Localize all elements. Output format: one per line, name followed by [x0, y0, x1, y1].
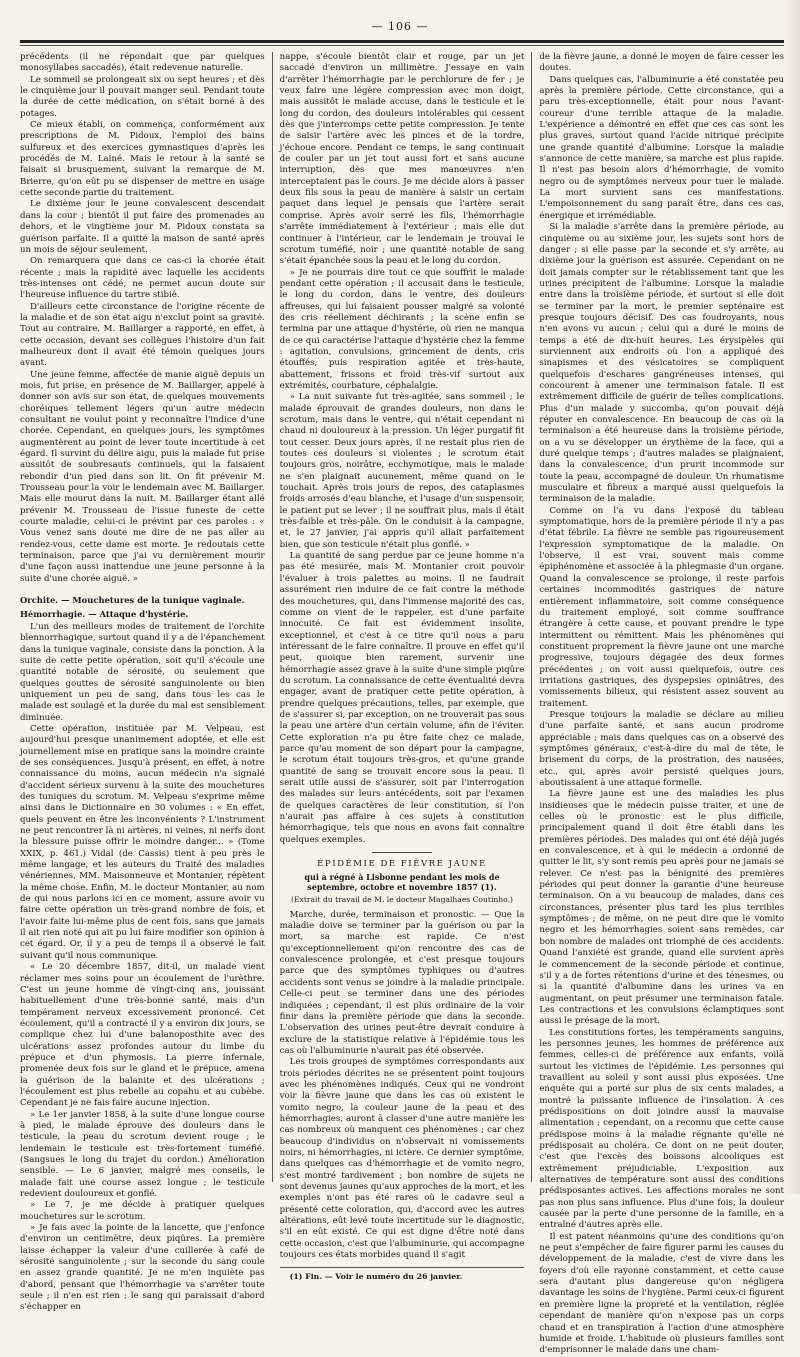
paragraph: » Le 1er janvier 1858, à la suite d'une longue course à pied, le malade éprouve des douleurs dans le testicule, la peau du scrotum devient rouge ; le lendemain le testicule est très-fortement tuméfié. (Sangsues le long du trajet du cordon.) Amélioration sensible. — Le 6 janvier, malgré mes conseils, le malade fait une course assez longue ; le testicule redevient douloureux et gonflé. — [20, 1109, 265, 1200]
paragraph: Dans quelques cas, l'albuminurie a été constatée peu après la première période. Cette circonstance, qui a paru très-exceptionnelle, était pour nous l'avant-coureur d'une terrible attaque de la maladie. L'expérience a démontré en effet que ces cas sont les plus graves, surtout quand l'acide nitrique précipite une grande quantité d'albumine. Lorsque la maladie s'annonce de cette manière, sa marche est plus rapide. Il n'est pas besoin alors d'hémorrhagie, de vomito negro ou de symptômes nerveux pour tuer le malade. La mort survient sans ces manifestations. L'empoisonnement du sang paraît être, dans ces cas, énergique et irrémédiable. — [539, 74, 785, 221]
page-number: — 106 — — [371, 20, 429, 33]
section-heading: Hémorrhagie. — Attaque d'hystérie. — [20, 608, 189, 619]
epidemic-title: ÉPIDÉMIE DE FIÈVRE JAUNE — [317, 859, 487, 870]
column-divider — [272, 52, 273, 1182]
paragraph: Marche, durée, terminaison et pronostic. — Que la maladie doive se terminer par la guérison ou par la mort, sa marche est rapide. Ce n'est qu'exceptionnellement qu'on rencontre des cas de convalescence prolongée, et c'est presque toujours parce que des symptômes typhiques ou d'autres accidents sont venus se joindre à la maladie principale. Celle-ci peut se terminer dans une des périodes indiquées ; cependant, il est plus ordinaire de la voir finir dans la première période que dans la seconde. L'observation des urines peut-être devrait conduire à exclure de la statistique relative à l'épidémie tous les cas où l'albuminurie n'aurait pas été observée. — [279, 909, 525, 1056]
paragraph: » Je ne pourrais dire tout ce que souffrit le malade pendant cette opération ; il accusait dans le testicule, le long du cordon, dans le ventre, des douleurs affreuses, qui lui faisaient pousser malgré sa volonté des cris réellement déchirants ; la scène enfin se termina par une attaque d'hystérie, où rien ne manqua de ce qui caractérise l'attaque d'hystérie chez la femme : agitation, convulsions, grincement de dents, cris étouffés, puis respiration agitée et très-haute, abattement, frissons et froid très-vif surtout aux extrémités, courbature, céphalalgie. — [279, 267, 525, 391]
paragraph: de la fièvre jaune, a donné le moyen de faire cesser les doutes. — [539, 52, 785, 74]
paragraph: Cette opération, instituée par M. Velpeau, est aujourd'hui presque unanimement adoptée, et elle est journellement mise en pratique sans la moindre crainte de ses conséquences. Jusqu'à présent, en effet, à notre connaissance du moins, aucun médecin n'a signalé d'accident sérieux survenu à la suite des mouchetures des tuniques du scrotum. M. Velpeau s'exprime même ainsi dans le Dictionnaire en 30 volumes : « En effet, quels peuvent en être les inconvénients ? L'instrument ne peut rencontrer là ni artères, ni veines, ni nerfs dont la blessure puisse offrir le moindre danger... » (Tome XXIX, p. 461.) Vidal (de Cassis) tient à peu près le même langage, et les auteurs du Traité des maladies vénériennes, MM. Maisonneuve et Montanier, répètent la même chose. Enfin, M. le docteur Montanier, au nom de qui nous parlons ici en ce moment, assure avoir vu faire cette opération un très-grand nombre de fois, et l'avoir faite lui-même plus de cent fois, sans que jamais il ait rien noté qui ait pu lui faire modifier son opinion à cet égard. Or, il y a peu de temps il a observé le fait suivant qu'il nous communique. — [20, 723, 265, 961]
paragraph: Une jeune femme, affectée de manie aiguë depuis un mois, fut prise, en présence de M. Baillarger, appelé à donner son avis sur son état, de quelques mouvements choréiques tellement légers qu'un autre médecin consultant ne voulut point y reconnaître l'indice d'une chorée. Cependant, en quelques jours, les symptômes augmentèrent au point de lever toute incertitude à cet égard. Il survint du délire aigu, puis la malade fut prise aussitôt de soubresauts continuels, qui la faisaient rebondir d'un pied dans son lit. On fit prévenir M. Trousseau pour la voir le lendemain avec M. Baillarger. Mais elle mourut dans la nuit. M. Baillarger étant allé prévenir M. Trousseau de l'issue funeste de cette courte maladie, celui-ci le prévint par ces paroles : « Vous venez sans doute me dire de ne pas aller au rendez-vous, cette dame est morte. Je redoutais cette terminaison, parce que j'ai vu dernièrement mourir d'une façon aussi inattendue une jeune personne à la suite d'une chorée aiguë. » — [20, 369, 265, 584]
paragraph: Il est patent néanmoins qu'une des conditions qu'on ne peut s'empêcher de faire figurer parmi les causes du développement de la maladie, c'est de vivre dans les foyers d'où elle rayonne constamment, et cette cause sera d'autant plus dangereuse qu'on négligera davantage les soins de l'hygiène. Parmi ceux-ci figurent en première ligne la propreté et la ventilation, réglée cependant de manière qu'on n'expose pas un corps chaud et en transpiration à l'action d'une atmosphère humide et froide. L'habitude où plusieurs familles sont d'emprisonner le malade dans une cham- — [539, 1231, 785, 1356]
epidemic-extract-note: (Extrait du travail de M. le docteur Magalhaes Coutinho.) — [291, 895, 513, 905]
paragraph: nappe, s'écoule bientôt clair et rouge, par un jet saccadé d'environ un millimètre. J'essaye en vain d'arrêter l'hémorrhagie par le perchlorure de fer ; je veux faire une légère compression avec mon doigt, mais aussitôt le malade accuse, dans le testicule et le long du cordon, des douleurs intolérables qui cessent dès que j'interromps cette petite compression. Je tente de saisir l'artère avec les pinces et de la tordre, j'échoue encore. Pendant ce temps, le sang continuait de couler par un jet tout aussi fort et sans aucune interruption, dès que mes manœuvres n'en interceptaient pas le cours. Je me décide alors à passer deux fils sous la peau de manière à saisir un certain paquet dans lequel je pensais que l'artère serait comprise. Après avoir serré les fils, l'hémorrhagie s'arrête immédiatement à l'extérieur ; mais elle dut continuer à l'intérieur, car le lendemain je trouvai le scrotum tuméfié, noir ; une quantité notable de sang s'était épanchée sous la peau et le long du cordon. — [279, 52, 525, 267]
page-edge-shadow — [784, 0, 800, 1194]
paragraph: Si la maladie s'arrête dans la première période, au cinquième ou au sixième jour, les sujets sont hors de danger ; si elle passe par la seconde et s'y arrête, au dixième jour la guérison est assurée. Cependant on ne doit jamais compter sur le rétablissement tant que les urines précipitent de l'albumine. Lorsque la maladie entre dans la troisième période, et surtout si elle doit se terminer par la mort, le premier septénaire est presque toujours décisif. Des cas foudroyants, nous n'en avons vu aucun ; celui qui a duré le moins de temps a été de dix-huit heures. Les érysipèles qui surviennent aux endroits où l'on a appliqué des sinapismes et des vésicatoires se compliquent quelquefois d'eschares gangréneuses intenses, qui concourent à amener une terminaison fatale. Il est extrêmement difficile de guérir de telles complications. Plus d'un malade y succomba, qu'on pouvait déjà réputer en convalescence. En beaucoup de cas où la terminaison a été heureuse dans la troisième période, on a vu se développer un érythème de la face, qui a duré quelque temps ; d'autres malades se plaignaient, dans la convalescence, d'un prurit incommode sur toute la peau, accompagné de douleur. Un rhumatisme musculaire et fibreux a marqué aussi quelquefois la terminaison de la maladie. — [539, 222, 785, 505]
column-right — [539, 52, 785, 1356]
paragraph: » Je fais avec la pointe de la lancette, que j'enfonce d'environ un centimètre, deux piqûres. La première laisse échapper la valeur d'une cuillerée à café de sérosité sanguinolente ; sur la seconde du sang coule en assez grande quantité. Je ne m'en inquiète pas d'abord, pensant que l'hémorrhagie va s'arrêter toute seule ; il n'en est rien ; le sang qui paraissait d'abord s'échapper en — [20, 1223, 265, 1313]
paragraph: Comme on l'a vu dans l'exposé du tableau symptomatique, hors de la première période il n'y a pas d'état fébrile. La fièvre ne semble pas rigoureusement l'expression symptomatique de la maladie. On l'observe, il est vrai, souvent mais comme épiphénomène et associée à la phlegmasie d'un organe. Quand la convalescence se prolonge, il reste parfois certaines incommodités gastriques de nature entièrement inflammatoire, soit comme conséquence du traitement employé, soit comme souffrance étrangère à cette cause, et pouvant prendre le type intermittent ou rémittent. Mais les phénomènes qui constituent proprement la fièvre jaune ont une marche progressive, toujours dégagée des deux formes précédentes ; on voit aussi quelquefois, outre ces irritations gastriques, des dyspepsies opiniâtres, des vomissements bilieux, qui résistent assez souvent au traitement. — [539, 505, 785, 709]
paragraph: » Le 7, je me décide à pratiquer quelques mouchetures sur le scrotum. — [20, 1200, 265, 1222]
footnote-rule — [280, 1267, 525, 1268]
paragraph: Le sommeil se prolongeait six ou sept heures ; et dès le cinquième jour il pouvait manger seul. Pendant toute la durée de cette médication, on s'était borné à des potages. — [20, 74, 265, 119]
footnote: (1) Fin. — Voir le numéro du 26 janvier. — [289, 1272, 463, 1282]
epidemic-subtitle: qui a régné à Lisbonne pendant les mois de septembre, octobre et novembre 1857 (1). — [304, 872, 500, 893]
paragraph: La quantité de sang perdue par ce jeune homme n'a pas été mesurée, mais M. Montanier croit pouvoir l'évaluer à trois palettes au moins. Il ne faudrait assurément rien induire de ce fait contre la méthode des mouchetures, qui, dans l'immense majorité des cas, comme on vient de le rappeler, est d'une parfaite innocuité. Ce fait est évidemment insolite, exceptionnel, et c'est à ce titre qu'il nous a paru intéressant de le faire connaître. Il prouve en effet qu'il peut, quoique bien rarement, survenir une hémorrhagie assez grave à la suite d'une simple piqûre du scrotum. La connaissance de cette éventualité devra engager, avant de pratiquer cette petite opération, à prendre quelques précautions, telles, par exemple, que de s'assurer si, par exception, on ne trouverait pas sous la peau une artère d'un certain volume, afin de l'éviter. Cette exploration n'a pu être faite chez ce malade, parce qu'au moment de son départ pour la campagne, le scrotum était toujours très-gros, et qu'une grande quantité de sang se trouvait encore sous la peau. Il serait utile aussi de s'assurer, soit par l'interrogation des malades sur leurs antécédents, soit par l'examen de quelques caractères de leur constitution, si l'on n'aurait pas affaire à ces sujets à constitution hémorrhagique, tels que nous en avons fait connaître quelques exemples. — [279, 551, 525, 845]
paragraph: Presque toujours la maladie se déclare au milieu d'une parfaite santé, et sans aucun prodrome appréciable ; mais dans quelques cas on a observé des symptômes généraux, c'est-à-dire du mal de tête, le brisement du corps, de la prostration, des nausées, etc., qui, après avoir persisté quelques jours, aboutissaient à une attaque formelle. — [539, 709, 785, 788]
paragraph: Les constitutions fortes, les tempéraments sanguins, les personnes jeunes, les hommes de préférence aux femmes, celles-ci de préférence aux enfants, voilà surtout les victimes de l'épidémie. Les personnes qui travaillent au soleil y sont aussi plus exposées. Une enquête qui a porté sur plus de six cents malades, a montré la puissante influence de l'insolation. À ces prédispositions on doit joindre aussi la mauvaise alimentation ; cependant, on a reconnu que cette cause prédispose moins à la maladie régnante qu'elle ne prédisposait au choléra. Ce dont on ne peut douter, c'est que l'excès des boissons alcooliques est extrêmement préjudiciable. L'exposition aux alternatives de température sont aussi des conditions prédisposantes actives. Les affections morales ne sont pas non plus sans influence. Plus d'une fois, la douleur causée par la perte d'une personne de la famille, en a entraîné d'autres après elle. — [539, 1027, 785, 1231]
column-divider — [531, 52, 532, 1182]
paragraph: L'un des meilleurs modes de traitement de l'orchite blennorrhagique, surtout quand il y a de l'épanchement dans la tunique vaginale, consiste dans la ponction. À la suite de cette petite opération, soit qu'il s'écoule une quantité notable de sérosité, ou seulement que quelques gouttes de sérosité sanguinolente ou bien uniquement un peu de sang, dans tous les cas le malade est soulagé et la durée du mal est sensiblement diminuée. — [20, 621, 265, 723]
paragraph: D'ailleurs cette circonstance de l'origine récente de la maladie et de son état aigu n'exclut point sa gravité. Tout au contraire, M. Baillarger a rapporté, en effet, à cette occasion, devant ses collègues l'histoire d'un fait malheureux dont il avait été témoin quelques jours avant. — [20, 301, 265, 369]
paragraph: Les trois groupes de symptômes correspondants aux trois périodes décrites ne se présentent point toujours avec les phénomènes indiqués. Ceux qui ne vondront voir la fièvre jaune que dans les cas où existent le vomito negro, la couleur jaune de la peau et des hémorrhagies, auront à classer d'une autre manière les cas nombreux où manquent ces phénomènes ; car chez beaucoup d'individus on n'observait ni vomissements noirs, ni hémorrhagies, ni ictère. Ce dernier symptôme, dans quelques cas d'hémorrhagie et de vomito negro, s'est montré tardivement ; bon nombre de sujets ne sont devenus jaunes qu'aux approches de la mort, et les exemples n'ont pas été rares où le cadavre seul a présenté cette coloration, qui, d'accord avec les autres altérations, eût levé toute incertitude sur le diagnostic, s'il en eût existé. Ce qui est digne d'être noté dans cette occasion, c'est que l'albuminurie, qui accompagne toujours ces états morbides quand il s'agit — [279, 1057, 525, 1261]
section-heading: Orchite. — Mouchetures de la tunique vaginale. — [20, 595, 245, 606]
section-divider — [372, 852, 432, 853]
header-rule-thin — [20, 45, 784, 46]
paragraph: On remarquera que dans ce cas-ci la chorée était récente ; mais la rapidité avec laquelle les accidents très-intenses ont cédé, ne permet aucun doute sur l'heureuse influence du tartre stibié. — [20, 256, 265, 301]
article-columns — [20, 52, 785, 1356]
paragraph: Ce mieux établi, on commença, conformément aux prescriptions de M. Pidoux, l'emploi des bains sulfureux et des exercices gymnastiques d'après les procédés de M. Lainé. Mais le retour à la santé se faisait si brusquement, suivant la remarque de M. Brierre, qu'on eût pu se dispenser de mettre en usage cette seconde partie du traitement. — [20, 120, 265, 199]
paragraph: Le dixième jour le jeune convalescent descendait dans la cour ; bientôt il put faire des promenades au dehors, et le vingtième jour M. Pidoux constata sa guérison parfaite. Il a quitté la maison de santé après un mois de séjour seulement. — [20, 199, 265, 255]
column-middle — [279, 52, 525, 1282]
paragraph: » La nuit suivante fut très-agitée, sans sommeil ; le malade éprouvait de grandes douleurs, non dans le scrotum, mais dans le ventre, qui n'était cependant ni chaud ni douloureux à la pression. Un léger purgatif fit tout cesser. Deux jours après, il ne restait plus rien de toutes ces douleurs si violentes ; le scrotum était toujours gros, noirâtre, ecchymotique, mais le malade ne s'en plaignait aucunement, même quand on le touchait. Après trois jours de repos, des cataplasmes froids arrosés d'eau blanche, et l'usage d'un suspensoir, le patient put se lever ; il ne souffrait plus, mais il était très-faible et très-pâle. On le conduisit à la campagne, et, le 27 janvier, j'ai appris qu'il allait parfaitement bien, que son testicule n'était plus gonflé. » — [279, 392, 525, 550]
paragraph: « Le 20 décembre 1857, dit-il, un malade vient réclamer mes soins pour un écoulement de l'urèthre. C'est un jeune homme de vingt-cinq ans, jouissant habituellement d'une très-bonne santé, mais d'un tempérament nerveux excessivement prononcé. Cet écoulement, qu'il a contracté il y a environ dix jours, se complique chez lui d'une balanoposthite avec des ulcérations assez profondes autour du limbe du prépuce et d'un phymosis. La pierre infernale, promenée deux fois sur le gland et le prépuce, amena la guérison de la balanite et des ulcérations ; l'écoulement est plus rebelle au copahu et au cubèbe. Cependant je ne fais faire aucune injection. — [20, 962, 265, 1109]
column-left — [20, 52, 265, 1313]
paragraph: précédents (il ne répondait que par quelques monosyllabes saccadés), était redevenue naturelle. — [20, 52, 265, 74]
paragraph: La fièvre jaune est une des maladies les plus insidieuses que le médecin puisse traiter, et une de celles où le pronostic est le plus difficile, principalement quand il doit être établi dans les premières périodes. Des malades qui ont été déjà jugés en convalescence, et à qui le médecin a ordonné de quitter le lit, s'y sont remis peu après pour ne jamais se relever. Ce n'est pas la bénignité des premières périodes qui peut donner la garantie d'une heureuse terminaison. On a vu beaucoup de malades, dans ces circonstances, présenter plus tard les plus terribles symptômes ; de même, on ne peut dire que le vomito negro et les hémorrhagies soient sans remèdes, car bon nombre de malades ont triomphé de ces accidents. Quand l'anxiété est grande, quand elle survient après le commencement de la seconde période et continue, s'il y a de fortes rétentions d'urine et des ténesmes, ou si la quantité d'albumine dans les urines va en augmentant, on peut présumer une terminaison fatale. Les contractions et les convulsions éclamptiques sont aussi le présage de la mort. — [539, 789, 785, 1027]
header-rule — [20, 40, 784, 43]
